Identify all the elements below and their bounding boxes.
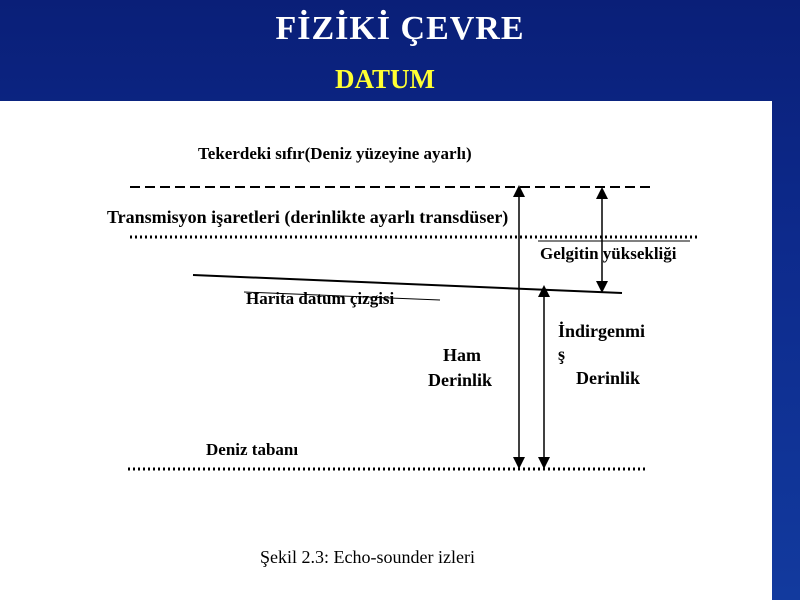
seabed-label: Deniz tabanı (206, 440, 299, 459)
slide-subtitle: DATUM (335, 64, 435, 94)
reduced-depth-label-1: İndirgenmi (558, 321, 646, 341)
transmission-label: Transmisyon işaretleri (derinlikte ayarlı transdüser) (107, 207, 509, 227)
echo-sounder-diagram (0, 101, 772, 600)
raw-depth-label-1: Ham (443, 345, 481, 365)
slide-title: FİZİKİ ÇEVRE (275, 10, 525, 47)
tide-label: Gelgitin yüksekliği (540, 244, 677, 263)
zero-label: Tekerdeki sıfır(Deniz yüzeyine ayarlı) (198, 144, 472, 163)
raw-depth-label-2: Derinlik (428, 370, 493, 390)
figure-caption: Şekil 2.3: Echo-sounder izleri (260, 547, 475, 567)
reduced-depth-label-2: ş (558, 344, 566, 364)
chart-datum-label: Harita datum çizgisi (246, 289, 395, 308)
reduced-depth-label-3: Derinlik (576, 368, 641, 388)
figure-panel (0, 101, 772, 600)
